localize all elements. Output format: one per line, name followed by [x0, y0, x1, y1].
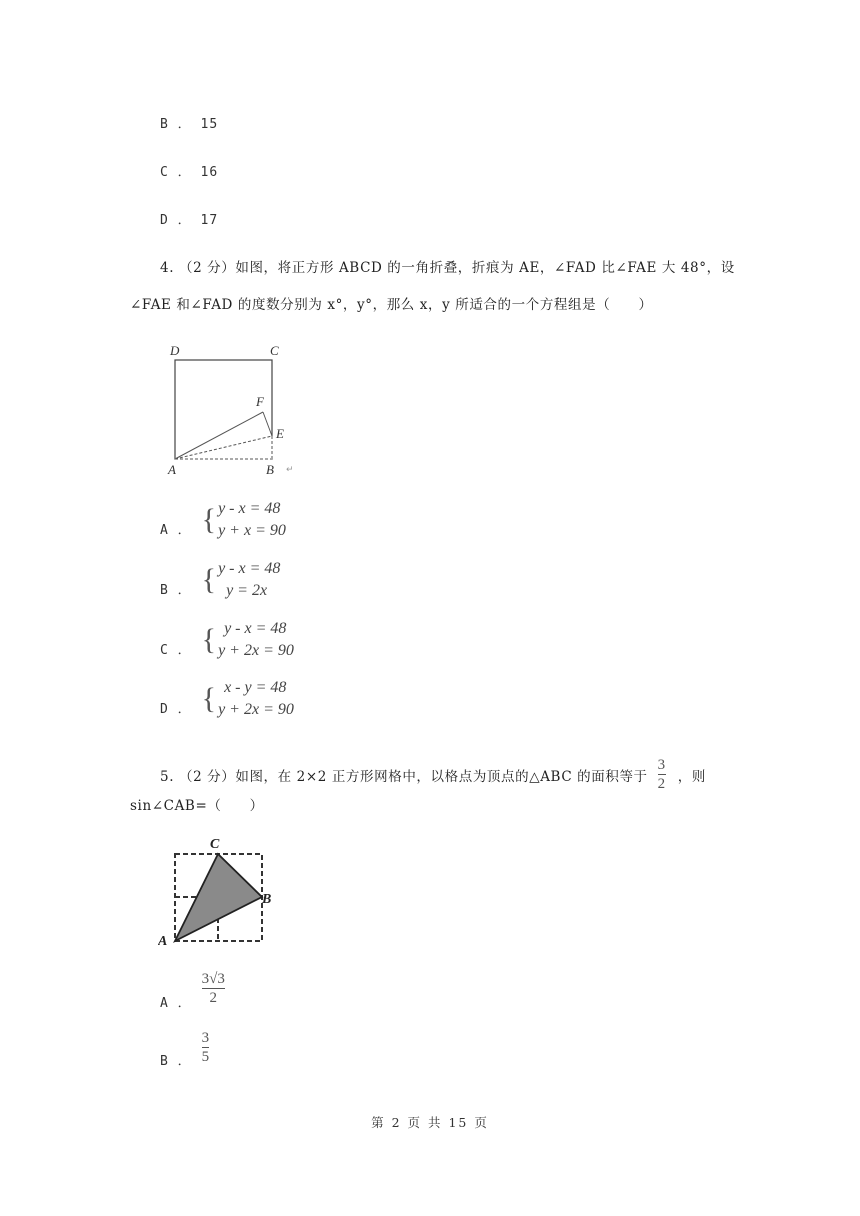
square-abcd	[175, 360, 272, 459]
label-d: D	[170, 343, 180, 358]
q4-stem-line2: ∠FAE 和∠FAD 的度数分别为 x°，y°，那么 x，y 所适合的一个方程组是（ ）	[130, 297, 653, 313]
q4-option-b: B ． { y - x = 48 y = 2x	[160, 560, 281, 599]
q3-option-c: C ． 16	[160, 165, 219, 180]
q4-option-c: C ． { y - x = 48 y + 2x = 90	[160, 620, 294, 659]
page-footer: 第 2 页 共 15 页	[371, 1115, 489, 1130]
q5-option-a: A ． $\frac{3√3}{2}$	[160, 971, 225, 1011]
q3-option-d: D ． 17	[160, 213, 219, 228]
q5-option-a-fraction: $\frac{3√3}{2}$	[201, 971, 225, 1006]
label-f: F	[256, 394, 264, 409]
svg-text:↵: ↵	[286, 465, 294, 475]
q5-option-b: B ． $\frac{3}{5}$	[160, 1030, 210, 1069]
label-a: A	[158, 934, 168, 948]
label-b: B	[266, 462, 274, 477]
q4-option-a: A ． { y - x = 48 y + x = 90	[160, 500, 286, 539]
q5-stem-line1: 5. （2 分）如图，在 2×2 正方形网格中，以格点为顶点的△ABC 的面积等于 $\frac{3}{2}$ ，则	[160, 757, 706, 792]
q5-stem-line2: sin∠CAB=（ ）	[130, 798, 264, 814]
label-c: C	[270, 343, 279, 358]
q5-option-b-fraction: $\frac{3}{5}$	[201, 1030, 210, 1065]
segment-af	[175, 412, 263, 459]
q4-figure-folded-square	[160, 340, 300, 480]
q4-stem-line1: 4. （2 分）如图，将正方形 ABCD 的一角折叠，折痕为 AE，∠FAD 比∠FAE 大 48°，设	[160, 260, 735, 276]
segment-fe	[263, 412, 272, 436]
fold-line-ae	[175, 436, 272, 459]
q4-option-d: D ． { x - y = 48 y + 2x = 90	[160, 679, 294, 718]
label-c: C	[210, 837, 220, 852]
label-e: E	[276, 426, 284, 441]
q5-figure-grid-triangle	[158, 833, 283, 948]
q5-area-fraction: $\frac{3}{2}$	[657, 757, 666, 792]
q3-option-b: B ． 15	[160, 117, 219, 132]
label-b: B	[262, 892, 272, 907]
label-a: A	[168, 462, 176, 477]
